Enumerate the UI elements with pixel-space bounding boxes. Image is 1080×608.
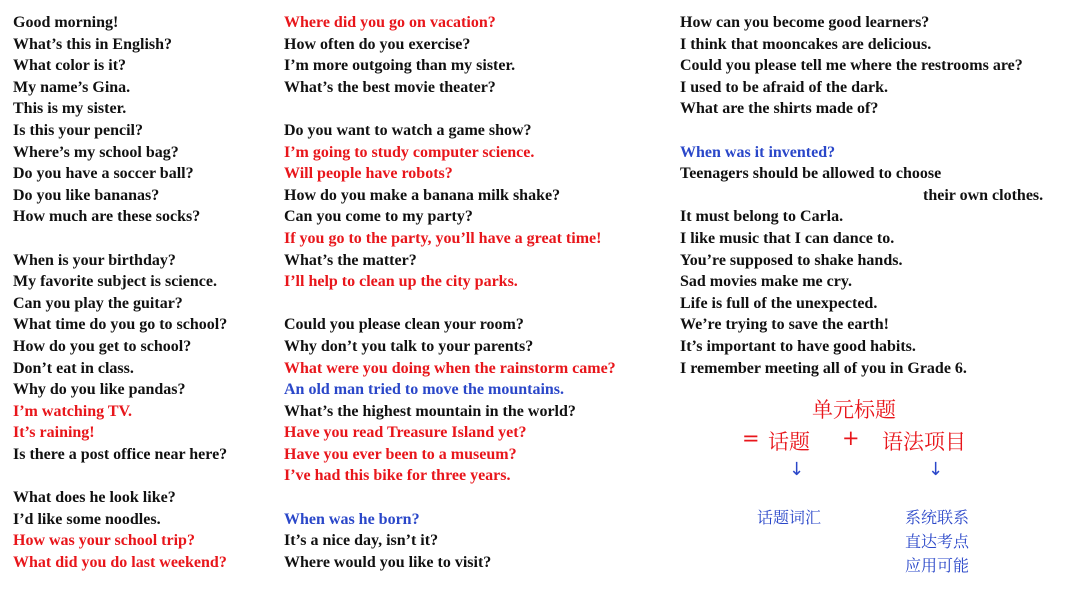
sentence-line: What’s the matter? xyxy=(284,251,417,269)
sentence-line: I’m more outgoing than my sister. xyxy=(284,57,516,75)
sentence-line: My name’s Gina. xyxy=(13,78,131,96)
topic-vocabulary-label: 话题词汇 xyxy=(757,508,822,527)
grammar-result-2: 直达考点 xyxy=(905,532,970,551)
sentence-line: Could you please clean your room? xyxy=(284,316,524,334)
sentence-line: What color is it? xyxy=(13,57,127,75)
sentence-line: How was your school trip? xyxy=(13,532,195,550)
sentence-line: It’s important to have good habits. xyxy=(680,337,916,355)
sentence-line xyxy=(13,465,227,487)
plus-sign: + xyxy=(842,426,860,450)
topic-label: 话题 xyxy=(768,430,810,454)
sentence-line: I’ve had this bike for three years. xyxy=(284,467,511,485)
sentence-line: Will people have robots? xyxy=(284,165,453,183)
sentence-line: How do you get to school? xyxy=(13,337,192,355)
sentence-line: Could you please tell me where the restrooms are? xyxy=(680,57,1023,75)
sentence-line: I’m going to study computer science. xyxy=(284,143,535,161)
sentence-line: Teenagers should be allowed to choose xyxy=(680,165,942,183)
sentence-line xyxy=(13,228,227,250)
sentence-line: What are the shirts made of? xyxy=(680,100,879,118)
sentence-line: Why don’t you talk to your parents? xyxy=(284,337,534,355)
sentence-line: Have you read Treasure Island yet? xyxy=(284,424,527,442)
sentence-line: I’d like some noodles. xyxy=(13,510,161,528)
sentence-line: When was it invented? xyxy=(680,143,836,161)
sentence-line: Where’s my school bag? xyxy=(13,143,179,161)
down-arrow-icon: ↓ xyxy=(789,459,805,480)
sentence-line: It must belong to Carla. xyxy=(680,208,844,226)
unit-title-label: 单元标题 xyxy=(812,398,896,422)
down-arrow-icon: ↓ xyxy=(928,459,944,480)
sentence-line: When is your birthday? xyxy=(13,251,176,269)
equals-sign: = xyxy=(742,426,760,450)
sentence-line: It’s a nice day, isn’t it? xyxy=(284,532,439,550)
sentence-line xyxy=(284,293,616,315)
sentence-line: My favorite subject is science. xyxy=(13,273,217,291)
sentence-line: Good morning! xyxy=(13,14,119,31)
sentence-line: Where did you go on vacation? xyxy=(284,14,496,31)
sentence-line: I’m watching TV. xyxy=(13,402,132,420)
sentence-line: Where would you like to visit? xyxy=(284,553,492,571)
sentence-column-3 xyxy=(680,12,1043,379)
sentence-line: Sad movies make me cry. xyxy=(680,273,852,291)
sentence-line: What’s this in English? xyxy=(13,35,173,53)
sentence-line: You’re supposed to shake hands. xyxy=(680,251,903,269)
sentence-line: When was he born? xyxy=(284,510,420,528)
sentence-line: Do you want to watch a game show? xyxy=(284,121,532,139)
sentence-line: Is this your pencil? xyxy=(13,121,143,139)
sentence-line: We’re trying to save the earth! xyxy=(680,316,889,334)
sentence-line: I like music that I can dance to. xyxy=(680,229,895,247)
sentence-line: How much are these socks? xyxy=(13,208,201,226)
sentence-line: their own clothes. xyxy=(923,186,1044,204)
sentence-line: I used to be afraid of the dark. xyxy=(680,78,889,96)
sentence-line: I remember meeting all of you in Grade 6. xyxy=(680,359,967,377)
sentence-line: It’s raining! xyxy=(13,424,95,442)
sentence-line: I think that mooncakes are delicious. xyxy=(680,35,932,53)
sentence-line: What did you do last weekend? xyxy=(13,553,227,571)
sentence-line: Do you have a soccer ball? xyxy=(13,165,194,183)
sentence-line: I’ll help to clean up the city parks. xyxy=(284,273,518,291)
sentence-line: Don’t eat in class. xyxy=(13,359,134,377)
sentence-line: Do you like bananas? xyxy=(13,186,160,204)
sentence-line: What’s the highest mountain in the world? xyxy=(284,402,576,420)
sentence-line: What time do you go to school? xyxy=(13,316,228,334)
sentence-line: How often do you exercise? xyxy=(284,35,471,53)
sentence-line: Can you come to my party? xyxy=(284,208,473,226)
grammar-label: 语法项目 xyxy=(882,430,966,454)
sentence-line: Life is full of the unexpected. xyxy=(680,294,878,312)
sentence-line xyxy=(284,98,616,120)
sentence-line: Have you ever been to a museum? xyxy=(284,445,517,463)
sentence-line: How can you become good learners? xyxy=(680,14,930,31)
grammar-result-1: 系统联系 xyxy=(905,508,970,527)
sentence-column-1 xyxy=(13,12,227,573)
grammar-result-3: 应用可能 xyxy=(905,556,970,575)
sentence-line: How do you make a banana milk shake? xyxy=(284,186,561,204)
sentence-line: Can you play the guitar? xyxy=(13,294,183,312)
sentence-line: What does he look like? xyxy=(13,489,176,507)
sentence-line xyxy=(284,487,616,509)
sentence-line xyxy=(680,120,1043,142)
sentence-column-2 xyxy=(284,12,616,573)
sentence-line: This is my sister. xyxy=(13,100,127,118)
sentence-line: An old man tried to move the mountains. xyxy=(284,381,565,399)
sentence-line: Why do you like pandas? xyxy=(13,381,186,399)
sentence-line: If you go to the party, you’ll have a great time! xyxy=(284,229,602,247)
sentence-line: Is there a post office near here? xyxy=(13,445,228,463)
sentence-line: What’s the best movie theater? xyxy=(284,78,496,96)
sentence-line: What were you doing when the rainstorm came? xyxy=(284,359,616,377)
